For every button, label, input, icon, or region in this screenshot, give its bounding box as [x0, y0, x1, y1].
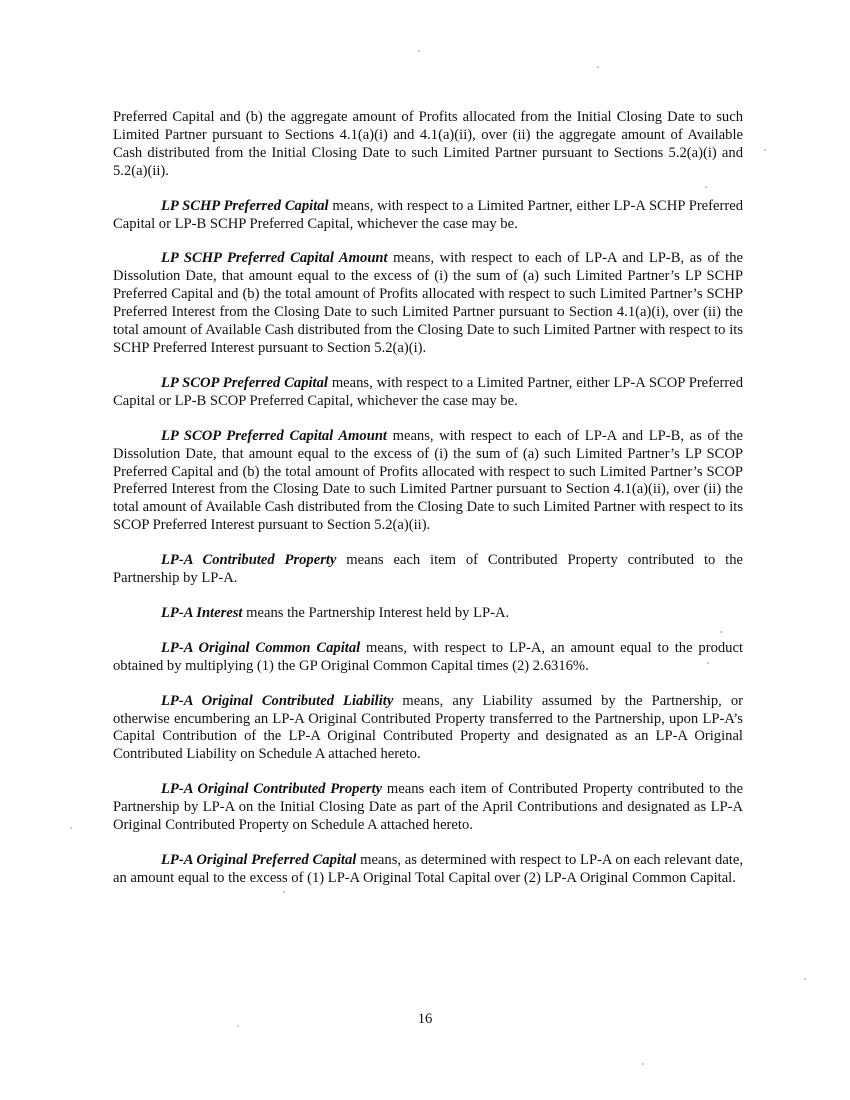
definition-lp-a-original-preferred-capital [113, 852, 743, 888]
definition-lp-scop-preferred-capital-amount [113, 428, 743, 535]
scan-speck [237, 1025, 239, 1027]
scan-speck [597, 66, 599, 68]
definition-text: means, with respect to LP-A, an amount equal to the product obtained by multiplying (1) the GP Original Common Capital times (2) 2.6316%. [113, 639, 743, 674]
definition-lp-schp-preferred-capital [113, 198, 743, 234]
definition-lp-scop-preferred-capital [113, 375, 743, 411]
scan-speck [418, 50, 420, 52]
document-body [113, 109, 743, 905]
scan-speck [720, 631, 722, 633]
definition-text: means, with respect to a Limited Partner, either LP-A SCHP Preferred Capital or LP-B SCHP Preferred Capital, whichever the case may be. [113, 197, 743, 232]
definition-lp-schp-preferred-capital-amount [113, 250, 743, 357]
definition-text: means, any Liability assumed by the Partnership, or otherwise encumbering an LP-A Original Contributed Property transferred to the Partnership, upon LP-A’s Capital Contribution of the LP-A Original Contributed Property and designated as an LP-A Original Contributed Liability on Schedule A attached hereto. [113, 692, 744, 763]
defined-term: LP-A Original Contributed Liability [161, 692, 394, 709]
scan-speck [283, 891, 285, 893]
scan-speck [707, 662, 709, 664]
defined-term: LP SCHP Preferred Capital [161, 197, 329, 214]
scan-speck [804, 978, 806, 980]
definition-text: means, as determined with respect to LP-A on each relevant date, an amount equal to the excess of (1) LP-A Original Total Capital over (2) LP-A Original Common Capital. [113, 852, 743, 886]
definition-lp-a-original-contributed-property [113, 781, 743, 835]
scan-speck [642, 1063, 644, 1065]
definition-lp-a-contributed-property [113, 552, 743, 588]
paragraph-text: Preferred Capital and (b) the aggregate amount of Profits allocated from the Initial Closing Date to such Limited Partner pursuant to Sections 4.1(a)(i) and 4.1(a)(ii), over (ii) the aggregate amount of Available Cash distributed from the Initial Closing Date to such Limited Partner pursuant to Sections 5.2(a)(i) and 5.2(a)(ii). [113, 109, 743, 179]
definition-text: means the Partnership Interest held by LP-A. [242, 604, 510, 621]
definition-text: means each item of Contributed Property contributed to the Partnership by LP-A on the Initial Closing Date as part of the April Contributions and designated as LP-A Original Contributed Property on Schedule A attached hereto. [113, 781, 743, 834]
defined-term: LP-A Original Common Capital [161, 639, 361, 656]
definition-lp-a-interest [113, 605, 743, 623]
defined-term: LP SCOP Preferred Capital Amount [161, 427, 387, 444]
definition-lp-a-original-contributed-liability [113, 693, 743, 765]
defined-term: LP-A Interest [161, 604, 243, 621]
scan-speck [705, 186, 707, 188]
page-number: 16 [417, 1011, 433, 1027]
definition-text: means, with respect to each of LP-A and LP-B, as of the Dissolution Date, that amount equal to the excess of (i) the sum of (a) such Limited Partner’s LP SCHP Preferred Capital and (b) the total amount of Profits allocated with respect to such Limited Partner’s SCHP Preferred Interest from the Closing Date to such Limited Partner pursuant to Section 4.1(a)(i), over (ii) the total amount of Available Cash distributed from the Closing Date to such Limited Partner with respect to its SCHP Preferred Interest pursuant to Section 5.2(a)(i). [113, 250, 743, 356]
definition-lp-a-original-common-capital [113, 640, 743, 676]
definition-text: means, with respect to each of LP-A and LP-B, as of the Dissolution Date, that amount equal to the excess of (i) the sum of (a) such Limited Partner’s LP SCOP Preferred Capital and (b) the total amount of Profits allocated with respect to such Limited Partner’s SCOP Preferred Interest from the Closing Date to such Limited Partner pursuant to Section 4.1(a)(ii), over (ii) the total amount of Available Cash distributed from the Closing Date to such Limited Partner with respect to its SCOP Preferred Interest pursuant to Section 5.2(a)(ii). [113, 427, 743, 534]
defined-term: LP SCOP Preferred Capital [161, 374, 328, 391]
paragraph-continuation [113, 109, 743, 181]
scan-speck [70, 827, 72, 829]
scan-speck [764, 149, 766, 151]
defined-term: LP-A Original Preferred Capital [161, 852, 357, 868]
definition-text: means, with respect to a Limited Partner, either LP-A SCOP Preferred Capital or LP-B SCOP Preferred Capital, whichever the case may be. [113, 374, 743, 409]
defined-term: LP-A Contributed Property [161, 552, 337, 569]
defined-term: LP SCHP Preferred Capital Amount [161, 250, 388, 267]
definition-text: means each item of Contributed Property contributed to the Partnership by LP-A. [113, 552, 743, 587]
defined-term: LP-A Original Contributed Property [161, 781, 383, 798]
